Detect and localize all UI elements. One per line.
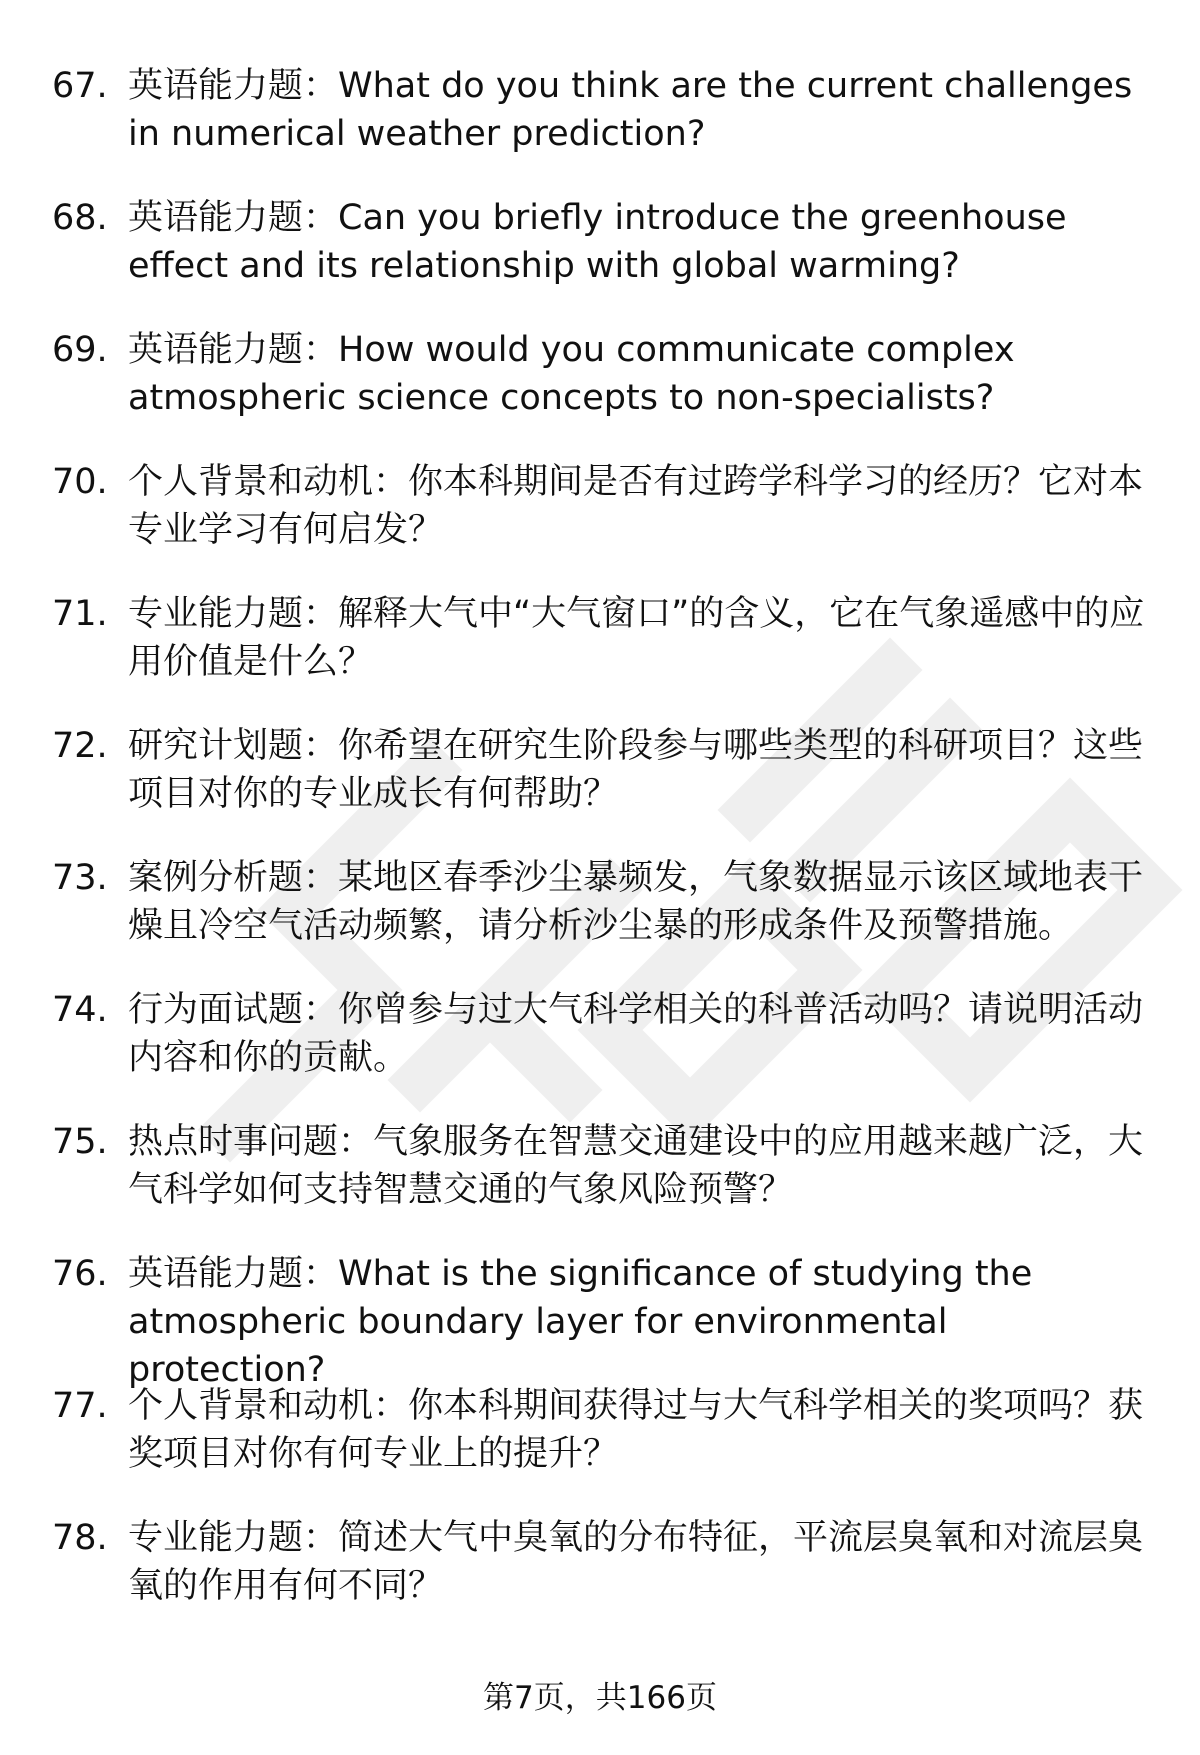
question-item: [0, 722, 1200, 854]
question-item: [0, 326, 1200, 458]
question-number: 72.: [52, 726, 108, 766]
question-number: 77.: [52, 1386, 108, 1426]
question-text: 专业能力题：解释大气中“大气窗口”的含义，它在气象遥感中的应用价值是什么？: [128, 594, 1145, 682]
question-text: 英语能力题：What is the significance of studying the atmospheric boundary layer for environmental protection?: [128, 1254, 1033, 1390]
question-text: 英语能力题：What do you think are the current challenges in numerical weather prediction?: [128, 66, 1133, 154]
question-number: 76.: [52, 1254, 108, 1294]
question-text: 专业能力题：简述大气中臭氧的分布特征，平流层臭氧和对流层臭氧的作用有何不同？: [128, 1518, 1144, 1606]
question-number: 73.: [52, 858, 108, 898]
question-text: 热点时事问题：气象服务在智慧交通建设中的应用越来越广泛，大气科学如何支持智慧交通的气象风险预警？: [128, 1122, 1144, 1210]
question-number: 78.: [52, 1518, 108, 1558]
question-number: 67.: [52, 66, 108, 106]
question-item: [0, 458, 1200, 590]
question-text: 英语能力题：How would you communicate complex atmospheric science concepts to non-specialists?: [128, 330, 1015, 418]
question-number: 71.: [52, 594, 108, 634]
question-list: [0, 62, 1200, 1646]
question-number: 70.: [52, 462, 108, 502]
question-text: 行为面试题：你曾参与过大气科学相关的科普活动吗？请说明活动内容和你的贡献。: [128, 990, 1144, 1078]
question-text: 案例分析题：某地区春季沙尘暴频发，气象数据显示该区域地表干燥且冷空气活动频繁，请分析沙尘暴的形成条件及预警措施。: [128, 858, 1144, 946]
question-item: [0, 854, 1200, 986]
question-item: [0, 62, 1200, 194]
question-item: [0, 1514, 1200, 1646]
question-number: 75.: [52, 1122, 108, 1162]
question-item: [0, 194, 1200, 326]
question-item: [0, 590, 1200, 722]
question-text: 个人背景和动机：你本科期间获得过与大气科学相关的奖项吗？获奖项目对你有何专业上的提升？: [128, 1386, 1144, 1474]
question-item: [0, 1118, 1200, 1250]
question-number: 69.: [52, 330, 108, 370]
question-item: [0, 1250, 1200, 1390]
question-text: 个人背景和动机：你本科期间是否有过跨学科学习的经历？它对本专业学习有何启发？: [128, 462, 1144, 550]
question-item: [0, 986, 1200, 1118]
question-text: 英语能力题：Can you briefly introduce the greenhouse effect and its relationship with global warming?: [128, 198, 1067, 286]
question-number: 74.: [52, 990, 108, 1030]
question-item: [0, 1382, 1200, 1514]
question-text: 研究计划题：你希望在研究生阶段参与哪些类型的科研项目？这些项目对你的专业成长有何帮助？: [128, 726, 1144, 814]
page-footer: 第7页，共166页: [483, 1680, 717, 1716]
question-number: 68.: [52, 198, 108, 238]
